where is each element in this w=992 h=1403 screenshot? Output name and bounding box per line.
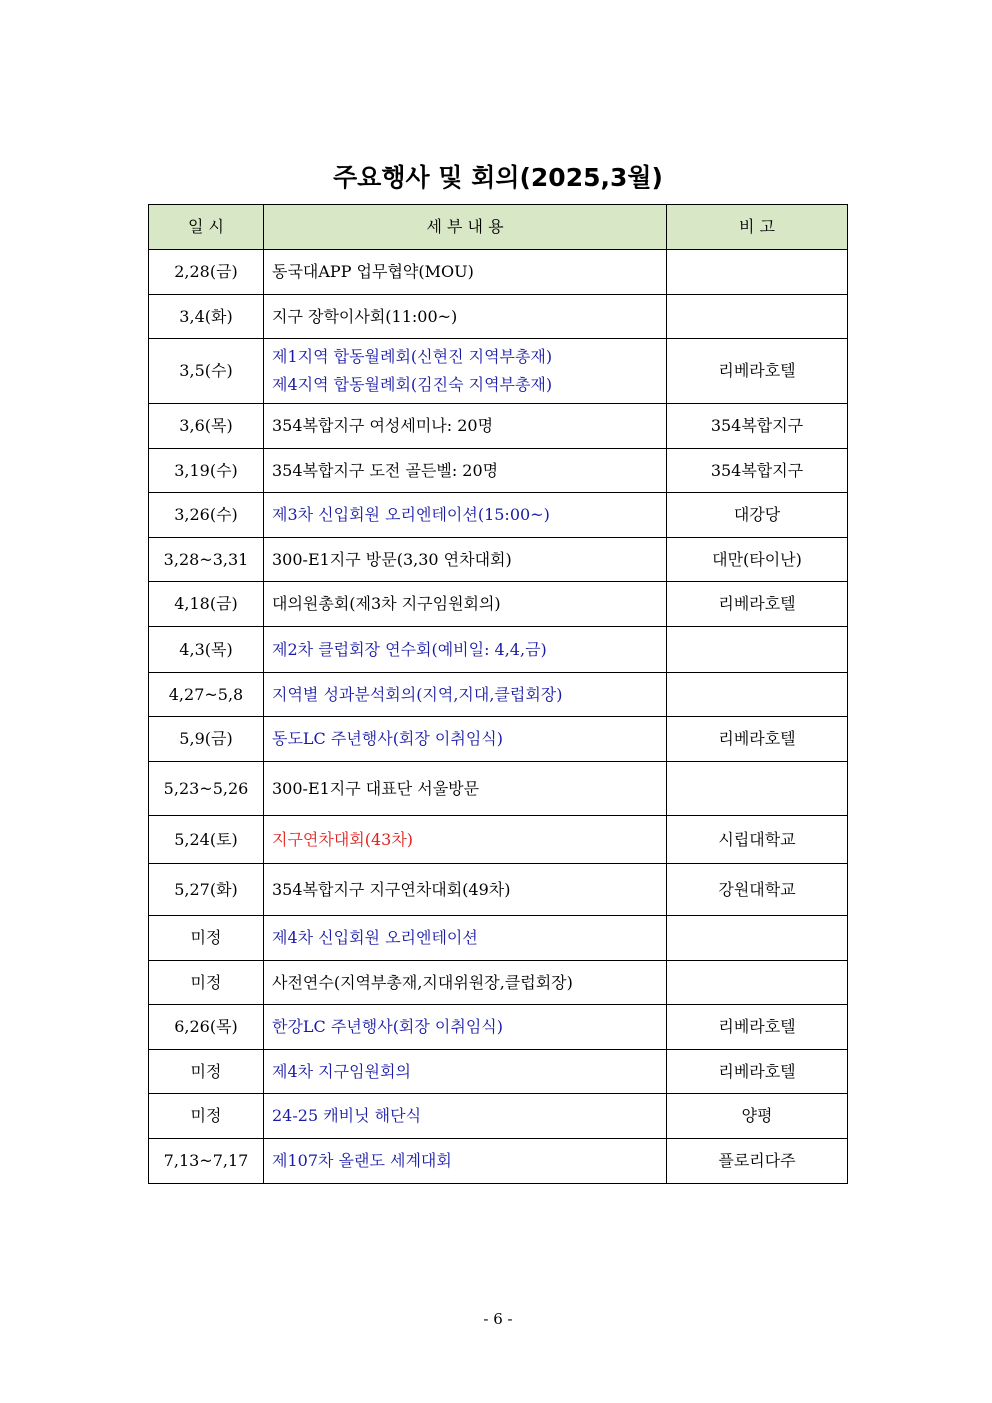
row-date: 미정 <box>149 1050 264 1094</box>
table-row <box>149 404 848 449</box>
table-row <box>149 582 848 627</box>
row-date: 3,28~3,31 <box>149 538 264 582</box>
table-row <box>149 864 848 916</box>
row-date: 5,24(토) <box>149 816 264 864</box>
row-note <box>667 916 848 961</box>
row-date: 3,5(수) <box>149 339 264 404</box>
row-date: 4,3(목) <box>149 627 264 673</box>
table-row <box>149 673 848 717</box>
row-detail: 300-E1지구 방문(3,30 연차대회) <box>264 538 667 582</box>
row-detail-line-2: 제4지역 합동월례회(김진숙 지역부총재) <box>272 375 553 394</box>
row-detail: 지역별 성과분석회의(지역,지대,클럽회장) <box>264 673 667 717</box>
row-note: 리베라호텔 <box>667 1005 848 1050</box>
row-detail: 제3차 신입회원 오리엔테이션(15:00~) <box>264 493 667 538</box>
table-row <box>149 762 848 816</box>
row-date: 3,4(화) <box>149 295 264 339</box>
row-date: 5,9(금) <box>149 717 264 762</box>
row-detail: 354복합지구 여성세미나: 20명 <box>264 404 667 449</box>
row-date: 미정 <box>149 1094 264 1139</box>
row-note: 354복합지구 <box>667 404 848 449</box>
row-note <box>667 762 848 816</box>
row-detail: 300-E1지구 대표단 서울방문 <box>264 762 667 816</box>
row-detail: 대의원총회(제3차 지구임원회의) <box>264 582 667 627</box>
table-row <box>149 1050 848 1094</box>
row-date: 6,26(목) <box>149 1005 264 1050</box>
table-row <box>149 538 848 582</box>
page-number: - 6 - <box>483 1310 513 1328</box>
row-detail: 354복합지구 지구연차대회(49차) <box>264 864 667 916</box>
row-detail: 지구 장학이사회(11:00~) <box>264 295 667 339</box>
row-date: 4,18(금) <box>149 582 264 627</box>
row-detail-line-1: 제1지역 합동월례회(신현진 지역부총재) <box>272 347 553 366</box>
row-note: 양평 <box>667 1094 848 1139</box>
row-note: 대만(타이난) <box>667 538 848 582</box>
table-row <box>149 295 848 339</box>
table-row <box>149 449 848 493</box>
row-note: 강원대학교 <box>667 864 848 916</box>
row-note: 리베라호텔 <box>667 339 848 404</box>
table-header-row <box>149 205 848 250</box>
page-title: 주요행사 및 회의(2025,3월) <box>333 163 663 192</box>
row-note: 대강당 <box>667 493 848 538</box>
row-detail: 제4차 신입회원 오리엔테이션 <box>264 916 667 961</box>
row-date: 3,6(목) <box>149 404 264 449</box>
row-date: 2,28(금) <box>149 250 264 295</box>
row-note: 플로리다주 <box>667 1139 848 1184</box>
row-note <box>667 295 848 339</box>
row-note: 리베라호텔 <box>667 1050 848 1094</box>
row-date: 3,26(수) <box>149 493 264 538</box>
header-date: 일 시 <box>149 205 264 250</box>
header-note: 비 고 <box>667 205 848 250</box>
row-detail: 사전연수(지역부총재,지대위원장,클럽회장) <box>264 961 667 1005</box>
row-note <box>667 961 848 1005</box>
table-row <box>149 1094 848 1139</box>
row-date: 5,27(화) <box>149 864 264 916</box>
row-detail: 354복합지구 도전 골든벨: 20명 <box>264 449 667 493</box>
row-note <box>667 250 848 295</box>
row-detail: 지구연차대회(43차) <box>264 816 667 864</box>
table-row <box>149 961 848 1005</box>
row-detail: 한강LC 주년행사(회장 이취임식) <box>264 1005 667 1050</box>
row-note <box>667 673 848 717</box>
row-note: 리베라호텔 <box>667 582 848 627</box>
table-row <box>149 493 848 538</box>
table-row <box>149 250 848 295</box>
row-date: 4,27~5,8 <box>149 673 264 717</box>
row-note: 리베라호텔 <box>667 717 848 762</box>
table-row <box>149 717 848 762</box>
table-row <box>149 339 848 404</box>
row-detail: 동도LC 주년행사(회장 이취임식) <box>264 717 667 762</box>
row-date: 미정 <box>149 916 264 961</box>
row-note <box>667 627 848 673</box>
row-detail: 24-25 캐비닛 해단식 <box>264 1094 667 1139</box>
row-detail: 동국대APP 업무협약(MOU) <box>264 250 667 295</box>
row-date: 미정 <box>149 961 264 1005</box>
row-note: 354복합지구 <box>667 449 848 493</box>
row-detail: 제107차 올랜도 세계대회 <box>264 1139 667 1184</box>
schedule-table <box>148 204 848 1184</box>
table-row <box>149 916 848 961</box>
table-row <box>149 1005 848 1050</box>
row-note: 시립대학교 <box>667 816 848 864</box>
row-date: 3,19(수) <box>149 449 264 493</box>
row-detail: 제4차 지구임원회의 <box>264 1050 667 1094</box>
row-detail <box>264 339 667 404</box>
row-detail: 제2차 클럽회장 연수회(예비일: 4,4,금) <box>264 627 667 673</box>
row-date: 7,13~7,17 <box>149 1139 264 1184</box>
table-row <box>149 627 848 673</box>
table-row <box>149 1139 848 1184</box>
header-detail: 세 부 내 용 <box>264 205 667 250</box>
row-date: 5,23~5,26 <box>149 762 264 816</box>
table-row <box>149 816 848 864</box>
